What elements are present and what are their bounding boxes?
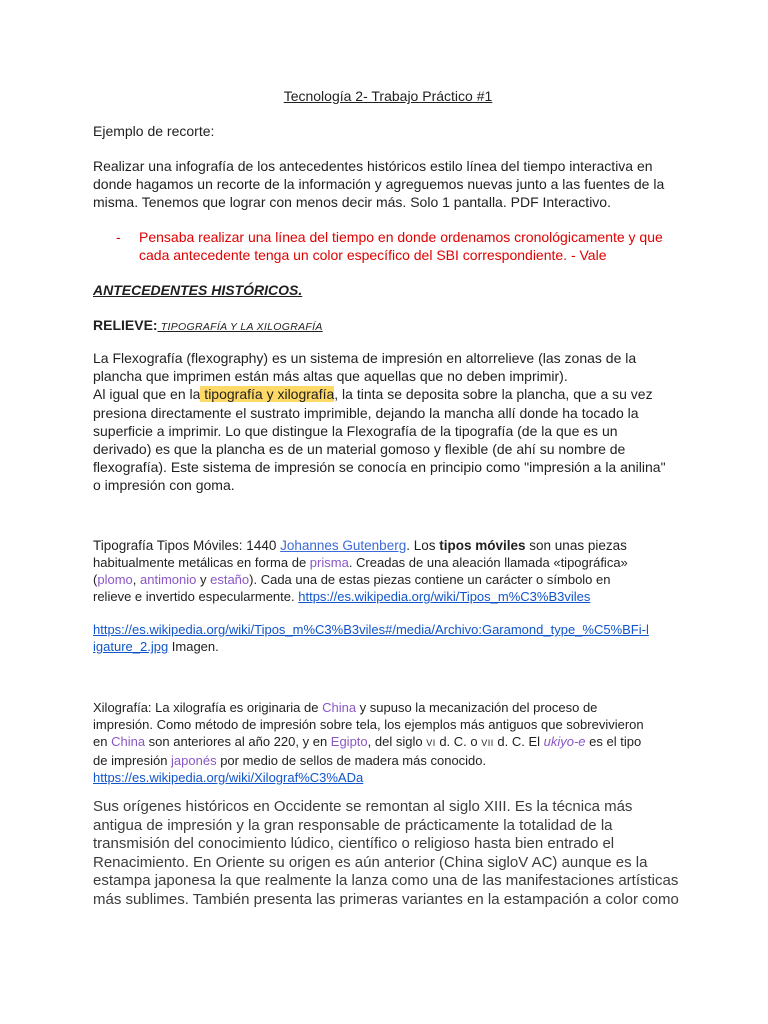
flexografia-paragraph: La Flexografía (flexography) es un sistema de impresión en altorrelieve (las zonas de la plancha que imprimen están más altas que aquellas que no deben imprimir). Al igual que en la tipografía y xilografía, la tinta se deposita sobre la plancha, que a su vez presiona directamente el sustrato imprimible, dejando la mancha allí donde ha tocado la superficie a imprimir. Lo que distingue la Flexografía de la tipografía (de la que es un derivado) es que la plancha es de un material gomoso y flexible (de ahí su nombre de flexografía). Este sistema de impresión se conocía en principio como "impresión a la anilina" o impresión con goma. [93,350,666,494]
bullet-text: Pensaba realizar una línea del tiempo en donde ordenamos cronológicamente y que cada antecedente tenga un color específico del SBI correspondiente. - Vale [139,229,663,264]
xilografia-wiki-link[interactable]: https://es.wikipedia.org/wiki/Xilograf%C3%ADa [93,770,364,785]
relieve-subtitle: TIPOGRAFÍA Y LA XILOGRAFÍA [157,321,323,333]
tipos-moviles-wiki-link[interactable]: https://es.wikipedia.org/wiki/Tipos_m%C3%B3viles [298,589,591,604]
prisma-link[interactable]: prisma [309,555,349,570]
japones-link[interactable]: japonés [171,753,217,768]
estano-link[interactable]: estaño [210,572,250,587]
image-link-paragraph: https://es.wikipedia.org/wiki/Tipos_m%C3%B3viles#/media/Archivo:Garamond_type_%C5%BFi-l igature_2.jpg Imagen. [93,621,683,655]
xilografia-paragraph: Xilografía: La xilografía es originaria de China y supuso la mecanización del proceso de impresión. Como método de impresión sobre tela, los ejemplos más antiguos que sobrevivieron en China son anteriores al año 220, y en Egipto, del siglo VI d. C. o VII d. C. El ukiyo-e es el tipo de impresión japonés por medio de sellos de madera más conocido. https://es.wikipedia.org/wiki/Xilograf%C3%ADa [93,700,644,785]
bullet-dash: - [116,229,121,245]
intro-line: misma. Tenemos que lograr con menos decir más. Solo 1 pantalla. PDF Interactivo. [93,194,611,211]
intro-label: Ejemplo de recorte: [93,123,215,139]
ukiyo-e-link[interactable]: ukiyo-e [543,734,586,749]
egipto-link[interactable]: Egipto [330,734,368,749]
relieve-heading [93,316,683,336]
highlighted-text: tipografía y xilografía [200,386,335,403]
antimonio-link[interactable]: antimonio [140,572,197,587]
gutenberg-link[interactable]: Johannes Gutenberg [280,538,407,553]
intro-paragraph [93,157,683,212]
plomo-link[interactable]: plomo [97,572,133,587]
section-heading: ANTECEDENTES HISTÓRICOS. [93,282,303,298]
relieve-label: RELIEVE: [93,317,158,333]
intro-line: donde hagamos un recorte de la información y agreguemos nuevas junto a las fuentes de la [93,176,665,193]
document-title: Tecnología 2- Trabajo Práctico #1 [283,88,493,104]
tipos-moviles-paragraph: Tipografía Tipos Móviles: 1440 Johannes Gutenberg. Los tipos móviles son unas piezas habitualmente metálicas en forma de prisma. Creadas de una aleación llamada «tipográfica» (plomo, antimonio y estaño). Cada una de estas piezas contiene un carácter o símbolo en relieve e invertido especularmente. https://es.wikipedia.org/wiki/Tipos_m%C3%B3viles [93,538,628,604]
china-link[interactable]: China [322,700,357,715]
garamond-image-link-cont[interactable]: igature_2.jpg [93,639,169,654]
garamond-image-link[interactable]: https://es.wikipedia.org/wiki/Tipos_m%C3%B3viles#/media/Archivo:Garamond_type_%C5%BFi-l [93,622,649,637]
red-note-bullet [93,228,683,264]
origins-paragraph: Sus orígenes históricos en Occidente se remontan al siglo XIII. Es la técnica más antigua de impresión y la gran responsable de prácticamente la totalidad de la transmisión del conocimiento lúdico, científico o religioso hasta bien entrado el Renacimiento. En Oriente su origen es aún anterior (China sigloV AC) aunque es la estampa japonesa la que realmente la lanza como una de las manifestaciones artísticas más sublimes. También presenta las primeras variantes en la estampación a color como [93,798,679,908]
intro-line: Realizar una infografía de los antecedentes históricos estilo línea del tiempo interactiva en [93,158,653,174]
china-link-2[interactable]: China [111,734,146,749]
